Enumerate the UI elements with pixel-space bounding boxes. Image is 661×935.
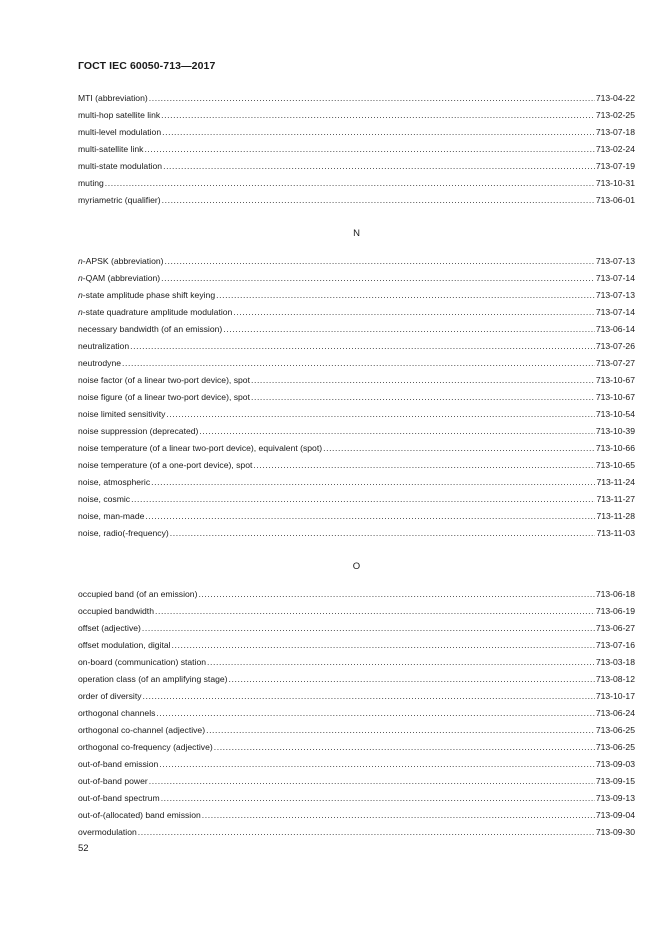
entry-term	[78, 270, 160, 287]
index-entry	[78, 688, 635, 705]
page-number: 52	[78, 843, 89, 854]
entry-term-text: noise temperature (of a one-port device), spot	[78, 460, 253, 470]
dot-leader	[156, 705, 594, 722]
entry-term-text: orthogonal co-channel (adjective)	[78, 725, 206, 735]
entry-term	[78, 807, 201, 824]
entry-term	[78, 491, 130, 508]
entry-code: 713-04-22	[595, 93, 635, 103]
dot-leader	[229, 671, 595, 688]
entry-term	[78, 525, 169, 542]
entry-term-text: noise factor (of a linear two-port device), spot	[78, 375, 250, 385]
entry-term-prefix: n	[78, 290, 83, 300]
dot-leader	[165, 253, 595, 270]
entry-term-text: neutralization	[78, 341, 130, 351]
entry-term-text: myriametric (qualifier)	[78, 195, 161, 205]
entry-code: 713-10-65	[595, 460, 635, 470]
index-entry	[78, 107, 635, 124]
entry-term-text: multi-satellite link	[78, 144, 144, 154]
index-entry	[78, 90, 635, 107]
entry-term-text: muting	[78, 178, 104, 188]
index-entry	[78, 671, 635, 688]
index-entry	[78, 406, 635, 423]
entry-term	[78, 107, 160, 124]
entry-code: 713-07-13	[595, 256, 635, 266]
entry-term-text: -QAM (abbreviation)	[82, 273, 161, 283]
entry-term	[78, 705, 155, 722]
entry-term	[78, 253, 164, 270]
index-entry	[78, 389, 635, 406]
entry-term	[78, 355, 121, 372]
dot-leader	[172, 637, 595, 654]
entry-code: 713-10-31	[595, 178, 635, 188]
entry-code: 713-10-17	[595, 691, 635, 701]
dot-leader	[198, 586, 594, 603]
entry-term	[78, 372, 250, 389]
entry-code: 713-06-27	[595, 623, 635, 633]
index-entry	[78, 722, 635, 739]
index-entry	[78, 270, 635, 287]
entry-term-text: noise limited sensitivity	[78, 409, 166, 419]
entry-term	[78, 671, 228, 688]
dot-leader	[170, 525, 596, 542]
index-entry	[78, 253, 635, 270]
entry-code: 713-06-18	[595, 589, 635, 599]
dot-leader	[149, 773, 595, 790]
index-entry	[78, 175, 635, 192]
dot-leader	[163, 158, 595, 175]
index-entry	[78, 654, 635, 671]
dot-leader	[155, 603, 595, 620]
dot-leader	[162, 124, 595, 141]
section-letter: O	[352, 561, 361, 572]
index-entry	[78, 620, 635, 637]
entry-term	[78, 773, 148, 790]
entry-code: 713-07-16	[595, 640, 635, 650]
entry-term-text: multi-hop satellite link	[78, 110, 161, 120]
entry-term	[78, 90, 148, 107]
dot-leader	[166, 406, 594, 423]
entry-code: 713-06-19	[595, 606, 635, 616]
dot-leader	[216, 287, 595, 304]
index-entry	[78, 141, 635, 158]
index-entry	[78, 491, 635, 508]
entry-term-prefix: n	[78, 273, 83, 283]
entry-term-text: offset modulation, digital	[78, 640, 171, 650]
entry-code: 713-07-27	[595, 358, 635, 368]
dot-leader	[251, 389, 595, 406]
entry-term-text: noise temperature (of a linear two-port device), equivalent (spot)	[78, 443, 323, 453]
entry-term	[78, 457, 252, 474]
entry-term	[78, 141, 143, 158]
entry-term	[78, 158, 162, 175]
entry-term	[78, 739, 213, 756]
entry-code: 713-03-18	[595, 657, 635, 667]
dot-leader	[130, 338, 595, 355]
entry-code: 713-09-04	[595, 810, 635, 820]
index-entry	[78, 474, 635, 491]
dot-leader	[253, 457, 594, 474]
entry-term	[78, 389, 250, 406]
entry-term-text: noise, atmospheric	[78, 477, 151, 487]
entry-term	[78, 321, 222, 338]
entry-code: 713-11-28	[596, 511, 635, 521]
dot-leader	[207, 654, 595, 671]
term-index	[78, 90, 635, 841]
index-group	[78, 90, 635, 209]
entry-term-text: offset (adjective)	[78, 623, 141, 633]
entry-code: 713-11-03	[596, 528, 635, 538]
entry-term	[78, 338, 129, 355]
dot-leader	[206, 722, 595, 739]
entry-term	[78, 654, 206, 671]
entry-term	[78, 423, 198, 440]
dot-leader	[159, 756, 595, 773]
index-entry	[78, 321, 635, 338]
entry-term-text: -state amplitude phase shift keying	[82, 290, 216, 300]
entry-term	[78, 586, 197, 603]
entry-term-text: order of diversity	[78, 691, 142, 701]
entry-code: 713-02-24	[595, 144, 635, 154]
entry-code: 713-09-13	[595, 793, 635, 803]
entry-term-text: out-of-(allocated) band emission	[78, 810, 201, 820]
dot-leader	[223, 321, 595, 338]
dot-leader	[105, 175, 595, 192]
entry-term-text: operation class (of an amplifying stage)	[78, 674, 228, 684]
entry-code: 713-11-27	[596, 494, 635, 504]
entry-code: 713-07-14	[595, 273, 635, 283]
entry-term	[78, 192, 161, 209]
entry-term	[78, 440, 322, 457]
entry-term	[78, 722, 205, 739]
index-group	[78, 548, 635, 841]
entry-code: 713-10-39	[595, 426, 635, 436]
entry-term	[78, 287, 215, 304]
entry-code: 713-09-03	[595, 759, 635, 769]
index-entry	[78, 440, 635, 457]
index-entry	[78, 338, 635, 355]
entry-term	[78, 175, 104, 192]
entry-term	[78, 790, 160, 807]
entry-term-text: multi-level modulation	[78, 127, 162, 137]
dot-leader	[145, 508, 595, 525]
entry-term	[78, 406, 165, 423]
index-entry	[78, 824, 635, 841]
entry-code: 713-02-25	[595, 110, 635, 120]
entry-code: 713-07-26	[595, 341, 635, 351]
section-letter: N	[353, 228, 360, 239]
entry-term-prefix: n	[78, 307, 83, 317]
dot-leader	[161, 107, 595, 124]
entry-code: 713-07-19	[595, 161, 635, 171]
entry-code: 713-10-54	[595, 409, 635, 419]
index-entry	[78, 586, 635, 603]
index-entry	[78, 457, 635, 474]
entry-term-text: orthogonal co-frequency (adjective)	[78, 742, 213, 752]
dot-leader	[214, 739, 595, 756]
entry-term-text: out-of-band spectrum	[78, 793, 160, 803]
entry-term	[78, 688, 142, 705]
dot-leader	[143, 688, 595, 705]
dot-leader	[161, 790, 595, 807]
index-entry	[78, 790, 635, 807]
entry-code: 713-09-15	[595, 776, 635, 786]
dot-leader	[151, 474, 595, 491]
dot-leader	[199, 423, 594, 440]
entry-term-text: occupied bandwidth	[78, 606, 154, 616]
entry-term-text: noise, man-made	[78, 511, 145, 521]
index-entry	[78, 158, 635, 175]
entry-term-text: overmodulation	[78, 827, 137, 837]
entry-term-text: noise figure (of a linear two-port device), spot	[78, 392, 250, 402]
index-entry	[78, 304, 635, 321]
entry-term-text: noise, cosmic	[78, 494, 131, 504]
dot-leader	[122, 355, 595, 372]
entry-code: 713-07-14	[595, 307, 635, 317]
dot-leader	[251, 372, 595, 389]
entry-term	[78, 474, 150, 491]
entry-code: 713-07-18	[595, 127, 635, 137]
entry-term	[78, 124, 161, 141]
entry-term-text: on-board (communication) station	[78, 657, 207, 667]
dot-leader	[162, 192, 595, 209]
entry-term	[78, 304, 232, 321]
dot-leader	[138, 824, 595, 841]
dot-leader	[149, 90, 595, 107]
index-entry	[78, 603, 635, 620]
entry-code: 713-10-67	[595, 392, 635, 402]
entry-term	[78, 824, 137, 841]
index-entry	[78, 372, 635, 389]
index-entry	[78, 423, 635, 440]
entry-term-text: out-of-band emission	[78, 759, 159, 769]
index-entry	[78, 192, 635, 209]
entry-code: 713-09-30	[595, 827, 635, 837]
index-group	[78, 215, 635, 542]
dot-leader	[161, 270, 595, 287]
entry-code: 713-07-13	[595, 290, 635, 300]
entry-term	[78, 508, 144, 525]
entry-term	[78, 620, 141, 637]
entry-term	[78, 756, 158, 773]
entry-code: 713-10-67	[595, 375, 635, 385]
entry-term-text: neutrodyne	[78, 358, 122, 368]
dot-leader	[131, 491, 595, 508]
document-header: ГОСТ IEC 60050-713—2017	[78, 60, 216, 72]
entry-term-text: multi-state modulation	[78, 161, 163, 171]
index-entry	[78, 637, 635, 654]
index-entry	[78, 739, 635, 756]
index-entry	[78, 124, 635, 141]
entry-code: 713-06-25	[595, 742, 635, 752]
entry-code: 713-06-14	[595, 324, 635, 334]
entry-term-text: out-of-band power	[78, 776, 148, 786]
entry-term-text: -APSK (abbreviation)	[82, 256, 164, 266]
entry-code: 713-06-24	[595, 708, 635, 718]
entry-term-prefix: n	[78, 256, 83, 266]
entry-term-text: MTI (abbreviation)	[78, 93, 148, 103]
entry-code: 713-11-24	[596, 477, 635, 487]
entry-term-text: -state quadrature amplitude modulation	[82, 307, 233, 317]
index-entry	[78, 705, 635, 722]
entry-term	[78, 603, 154, 620]
entry-code: 713-08-12	[595, 674, 635, 684]
index-entry	[78, 773, 635, 790]
entry-term-text: orthogonal channels	[78, 708, 156, 718]
dot-leader	[202, 807, 595, 824]
index-entry	[78, 807, 635, 824]
index-entry	[78, 355, 635, 372]
dot-leader	[323, 440, 595, 457]
entry-term-text: necessary bandwidth (of an emission)	[78, 324, 223, 334]
entry-term-text: noise, radio(-frequency)	[78, 528, 169, 538]
index-entry	[78, 756, 635, 773]
index-entry	[78, 508, 635, 525]
dot-leader	[233, 304, 595, 321]
entry-code: 713-06-25	[595, 725, 635, 735]
index-entry	[78, 525, 635, 542]
dot-leader	[144, 141, 594, 158]
dot-leader	[142, 620, 595, 637]
entry-term-text: noise suppression (deprecated)	[78, 426, 199, 436]
entry-code: 713-10-66	[595, 443, 635, 453]
entry-term	[78, 637, 171, 654]
index-entry	[78, 287, 635, 304]
entry-term-text: occupied band (of an emission)	[78, 589, 198, 599]
entry-code: 713-06-01	[595, 195, 635, 205]
